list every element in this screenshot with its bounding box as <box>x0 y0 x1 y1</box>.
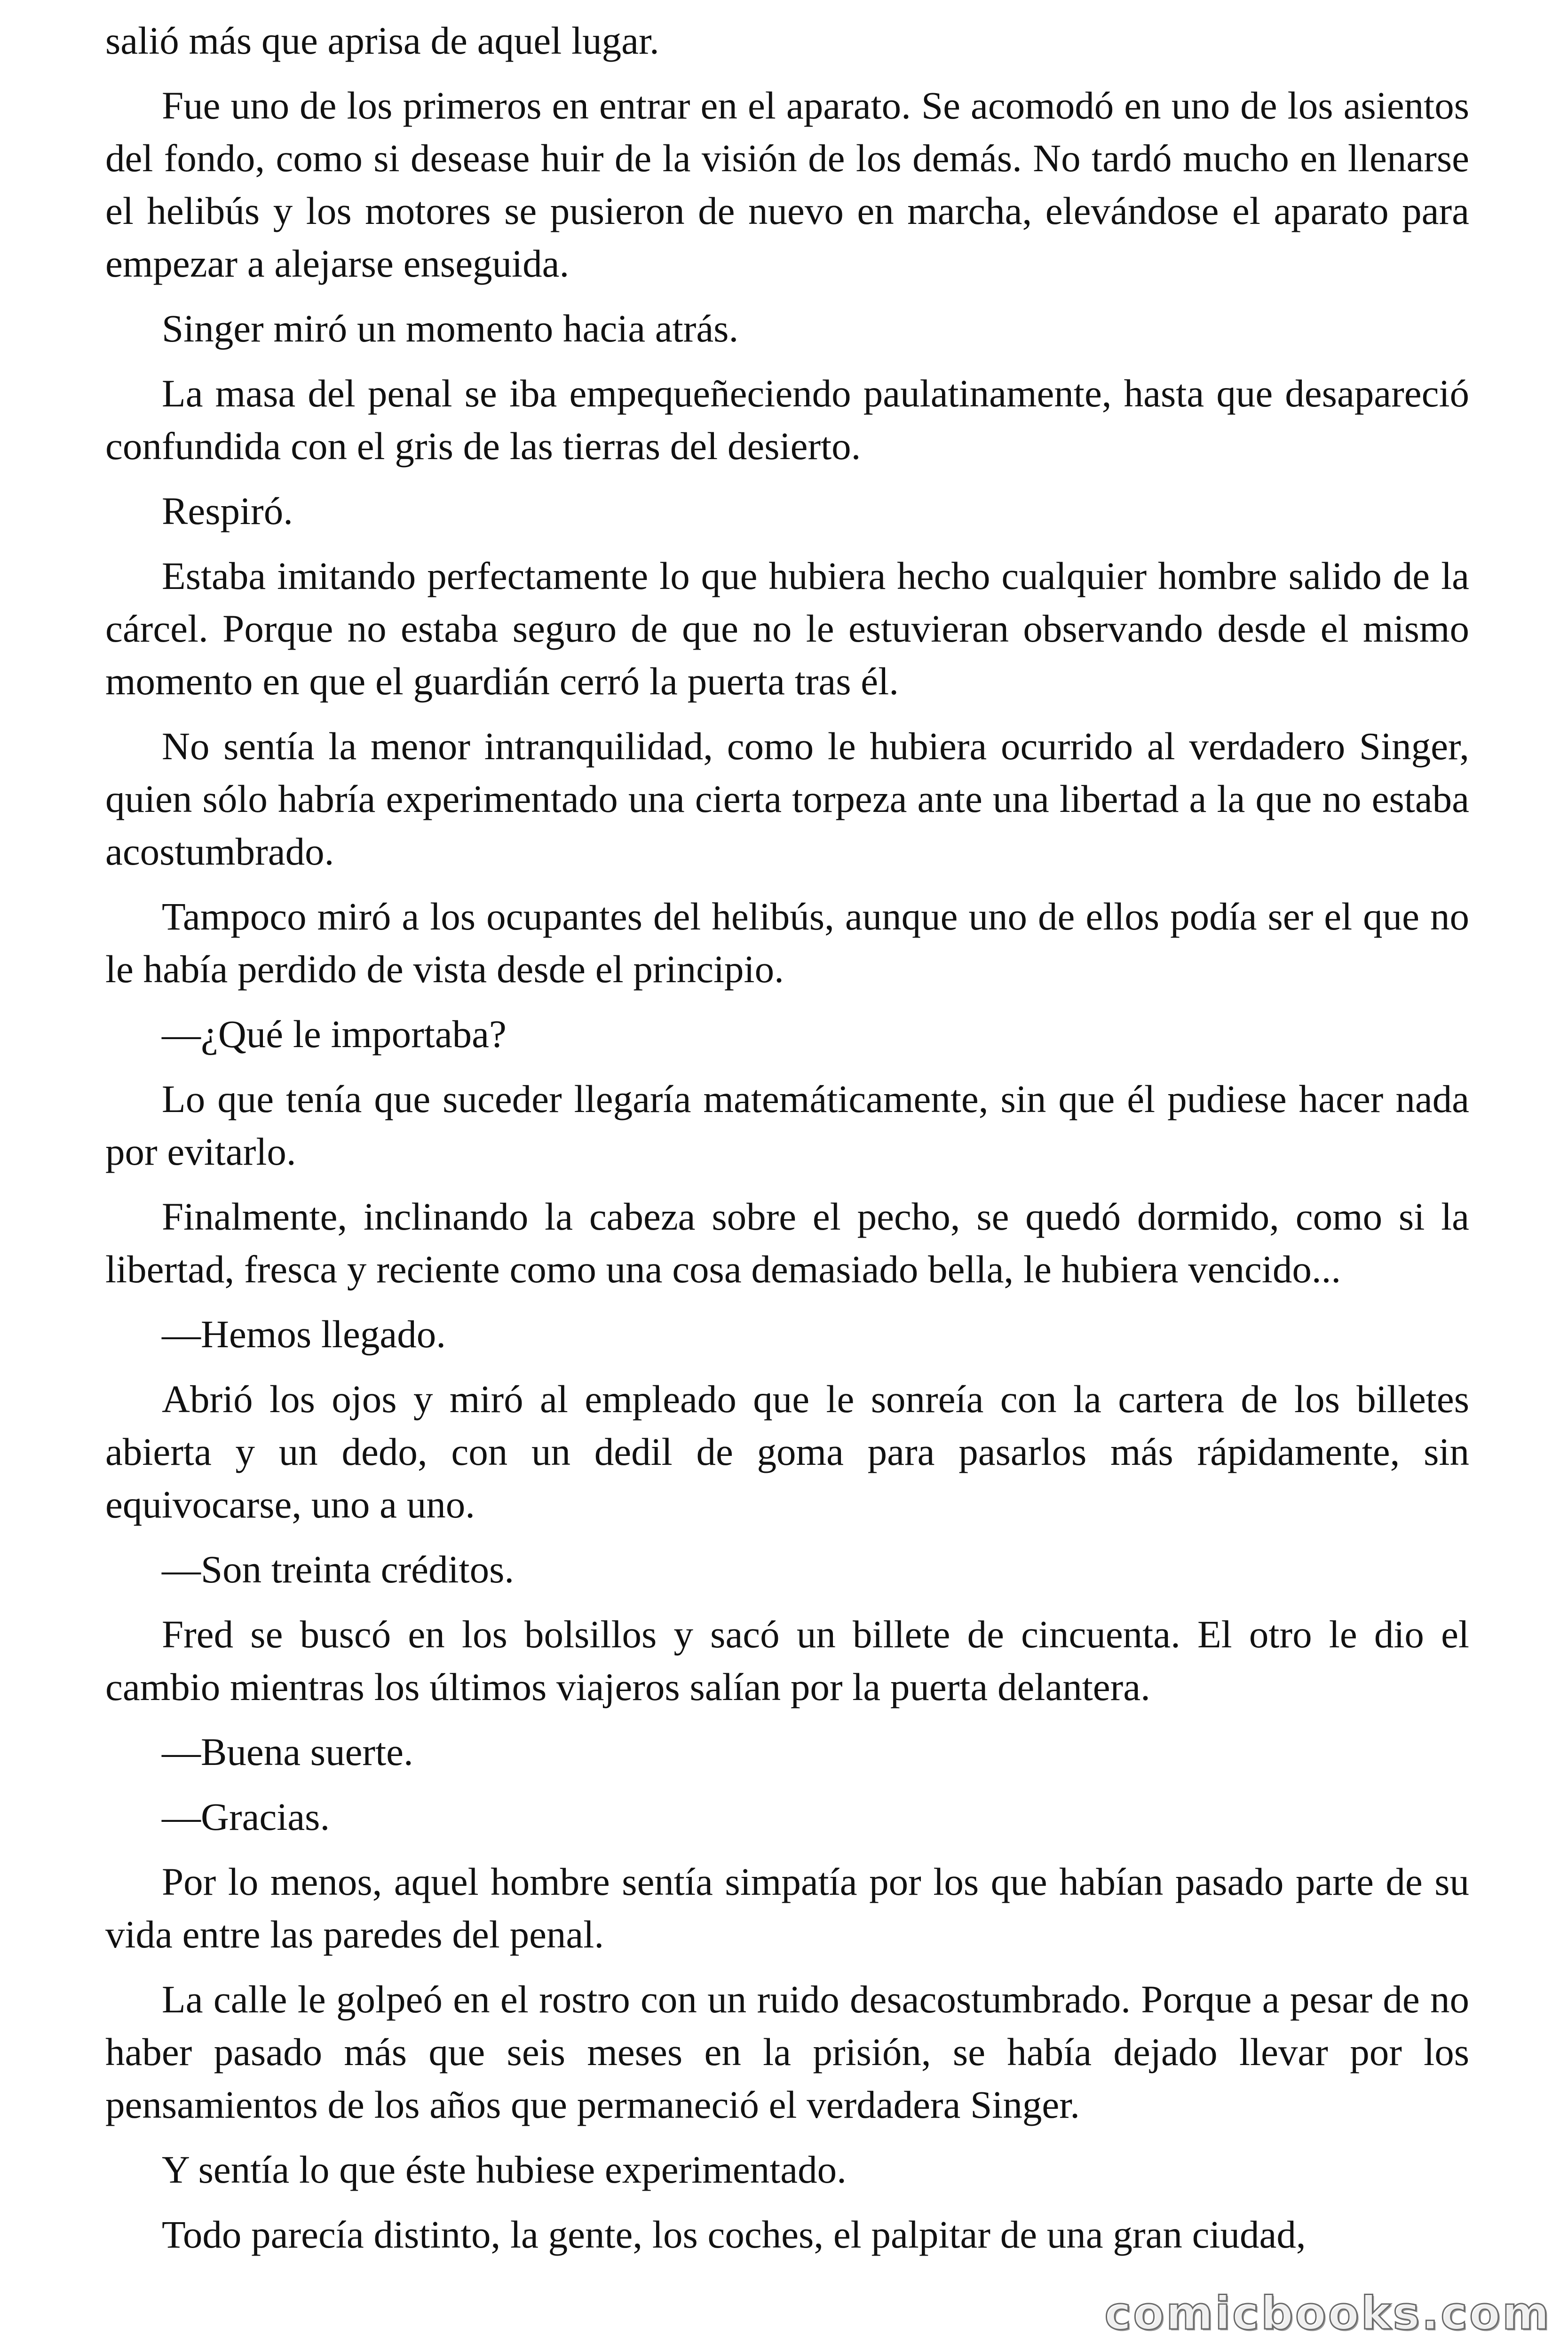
paragraph: Singer miró un momento hacia atrás. <box>162 307 739 350</box>
paragraph: La calle le golpeó en el rostro con un ruido desacostumbrado. Porque a pesar de no haber pasado más que seis meses en la prisión, se había dejado llevar por los pensamientos de los años que permaneció el verdadera Singer. <box>105 1978 1469 2126</box>
paragraph: Finalmente, inclinando la cabeza sobre el pecho, se quedó dormido, como si la libertad, fresca y reciente como una cosa demasiado bella, le hubiera vencido... <box>105 1195 1469 1291</box>
paragraph: Tampoco miró a los ocupantes del helibús, aunque uno de ellos podía ser el que no le había perdido de vista desde el principio. <box>105 895 1469 991</box>
paragraph: —¿Qué le importaba? <box>162 1012 507 1056</box>
paragraph: —Gracias. <box>162 1795 330 1838</box>
paragraph: salió más que aprisa de aquel lugar. <box>105 19 659 62</box>
paragraph: No sentía la menor intranquilidad, como le hubiera ocurrido al verdadero Singer, quien sólo habría experimentado una cierta torpeza ante una libertad a la que no estaba acostumbrado. <box>105 724 1469 873</box>
paragraph: Y sentía lo que éste hubiese experimentado. <box>162 2148 847 2191</box>
watermark-logo: comicbooks.com <box>1104 2287 1551 2340</box>
paragraph: Fue uno de los primeros en entrar en el aparato. Se acomodó en uno de los asientos del fondo, como si desease huir de la visión de los demás. No tardó mucho en llenarse el helibús y los motores se pusieron de nuevo en marcha, elevándose el aparato para empezar a alejarse enseguida. <box>105 84 1469 285</box>
paragraph: Abrió los ojos y miró al empleado que le sonreía con la cartera de los billetes abierta y un dedo, con un dedil de goma para pasarlos más rápidamente, sin equivocarse, uno a uno. <box>105 1377 1469 1526</box>
paragraph: Fred se buscó en los bolsillos y sacó un billete de cincuenta. El otro le dio el cambio mientras los últimos viajeros salían por la puerta delantera. <box>105 1613 1469 1708</box>
paragraph: Todo parecía distinto, la gente, los coches, el palpitar de una gran ciudad, <box>162 2213 1306 2256</box>
book-page <box>105 14 1469 2338</box>
paragraph: Estaba imitando perfectamente lo que hubiera hecho cualquier hombre salido de la cárcel. Porque no estaba seguro de que no le estuvieran observando desde el mismo momento en que el guardián cerró la puerta tras él. <box>105 554 1469 703</box>
paragraph: Por lo menos, aquel hombre sentía simpatía por los que habían pasado parte de su vida entre las paredes del penal. <box>105 1860 1469 1956</box>
paragraph: —Hemos llegado. <box>162 1312 446 1356</box>
paragraph: —Buena suerte. <box>162 1730 413 1773</box>
paragraph: —Son treinta créditos. <box>162 1548 515 1591</box>
paragraph: La masa del penal se iba empequeñeciendo paulatinamente, hasta que desapareció confundida con el gris de las tierras del desierto. <box>105 372 1469 468</box>
paragraph: Lo que tenía que suceder llegaría matemáticamente, sin que él pudiese hacer nada por evitarlo. <box>105 1077 1469 1173</box>
paragraph: Respiró. <box>162 489 293 532</box>
